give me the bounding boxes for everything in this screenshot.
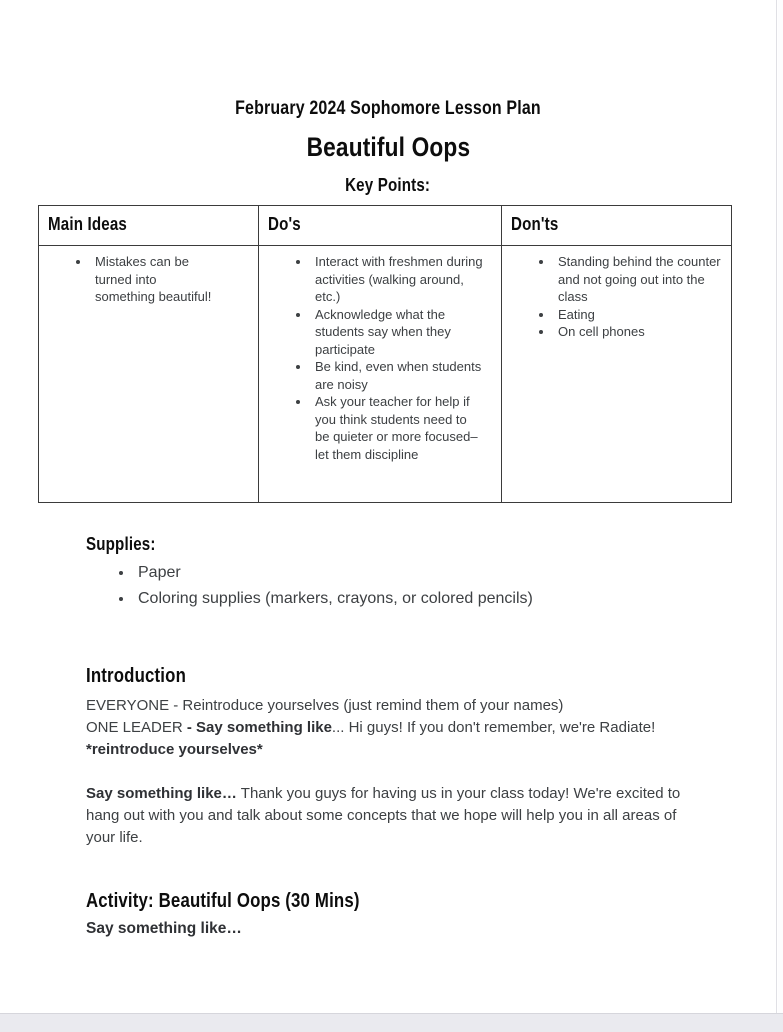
list-item: • Eating — [554, 306, 721, 324]
table-body-row — [39, 246, 732, 503]
activity-say-line: Say something like… — [86, 920, 242, 937]
list-item: • Ask your teacher for help if you think students need to be quieter or more focused–let them discipline — [311, 393, 483, 463]
list-item: • Mistakes can be turned into something beautiful! — [91, 253, 219, 306]
donts-cell — [502, 246, 732, 503]
list-item: • Standing behind the counter and not going out into the class — [554, 253, 721, 306]
activity-heading-text: Activity: Beautiful Oops (30 Mins) — [86, 890, 360, 912]
page-right-gutter — [778, 0, 783, 1013]
intro-line2-bold: - Say something like — [186, 719, 332, 736]
introduction-section — [86, 664, 716, 849]
activity-section — [86, 889, 716, 938]
list-item: • Interact with freshmen during activities (walking around, etc.) — [311, 253, 483, 306]
supplies-section — [86, 534, 716, 612]
intro-line2-rest: ... Hi guys! If you don't remember, we're Radiate! — [331, 719, 656, 736]
column-header-donts — [502, 206, 732, 246]
dos-cell — [259, 246, 502, 503]
list-item: • Acknowledge what the students say when they participate — [311, 306, 483, 359]
supplies-heading-text: Supplies: — [86, 534, 156, 554]
introduction-paragraph — [86, 695, 684, 761]
intro-line1: EVERYONE - Reintroduce yourselves (just remind them of your names) — [86, 697, 564, 714]
table-header-row — [39, 206, 732, 246]
column-header-main-ideas — [39, 206, 259, 246]
supplies-heading — [86, 534, 716, 555]
key-points-table — [38, 205, 732, 503]
list-item: • Coloring supplies (markers, crayons, or colored pencils) — [134, 586, 716, 612]
list-item: • On cell phones — [554, 323, 721, 341]
list-item: • Be kind, even when students are noisy — [311, 358, 483, 393]
key-points-heading — [0, 175, 776, 196]
column-header-dos-text: Do's — [268, 214, 301, 234]
bottom-scroll-bar[interactable] — [0, 1013, 783, 1032]
document-title-text: February 2024 Sophomore Lesson Plan — [235, 98, 541, 119]
list-item: • Paper — [134, 560, 716, 586]
say-something-rest: Thank you guys for having us in your class today! We're excited to hang out with you and talk about some concepts that we hope will help you in all areas of your life. — [86, 785, 681, 846]
intro-line2-bold2: *reintroduce yourselves* — [86, 741, 263, 758]
introduction-heading-text: Introduction — [86, 665, 186, 687]
say-something-paragraph — [86, 783, 684, 849]
main-ideas-cell — [39, 246, 259, 503]
introduction-heading — [86, 664, 716, 688]
say-something-bold: Say something like… — [86, 785, 237, 802]
dos-list — [259, 253, 483, 463]
supplies-list — [86, 560, 716, 612]
key-points-heading-text: Key Points: — [345, 175, 431, 195]
column-header-dos — [259, 206, 502, 246]
intro-line2-prefix: ONE LEADER — [86, 719, 187, 736]
column-header-main-ideas-text: Main Ideas — [48, 214, 127, 234]
donts-list — [502, 253, 721, 341]
main-ideas-list — [39, 253, 219, 306]
document-title — [0, 97, 776, 120]
activity-heading — [86, 889, 716, 913]
document-subtitle — [0, 132, 776, 162]
document-subtitle-text: Beautiful Oops — [306, 132, 470, 162]
column-header-donts-text: Don'ts — [511, 214, 559, 234]
